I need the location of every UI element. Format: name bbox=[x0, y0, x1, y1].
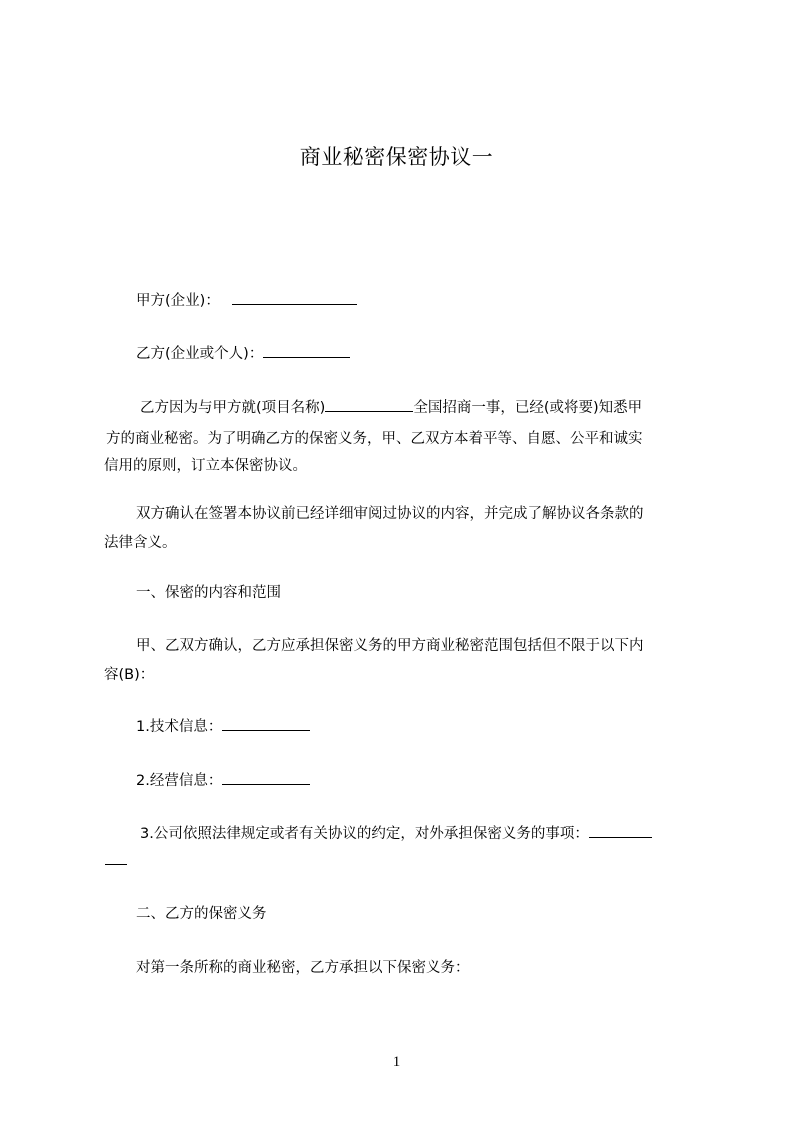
section-1-heading: 一、保密的内容和范围 bbox=[136, 585, 281, 601]
intro-line-1 bbox=[140, 393, 740, 424]
document-title: 商业秘密保密协议一 bbox=[299, 145, 494, 169]
confirm-line-2: 法律含义。 bbox=[104, 535, 177, 551]
business-info-blank bbox=[222, 768, 310, 785]
section-2-line-1: 对第一条所称的商业秘密，乙方承担以下保密义务： bbox=[136, 960, 470, 976]
intro-line-3: 信用的原则，订立本保密协议。 bbox=[104, 458, 307, 474]
item-external-obligations bbox=[140, 819, 740, 850]
item-business-info-label: 2.经营信息： bbox=[136, 773, 223, 789]
party-a-line bbox=[136, 286, 736, 317]
party-b-label: 乙方(企业或个人)： bbox=[136, 346, 264, 362]
confirm-line-1: 双方确认在签署本协议前已经详细审阅过协议的内容，并完成了解协议各条款的 bbox=[136, 506, 644, 522]
page-number: 1 bbox=[392, 1054, 401, 1070]
item-business-info bbox=[136, 766, 736, 797]
party-a-label: 甲方(企业)： bbox=[136, 293, 220, 309]
section-1-line-1: 甲、乙双方确认，乙方应承担保密义务的甲方商业秘密范围包括但不限于以下内 bbox=[136, 638, 644, 654]
item-technical-info-label: 1.技术信息： bbox=[136, 719, 223, 735]
technical-info-blank bbox=[222, 714, 310, 731]
party-a-blank bbox=[232, 288, 357, 305]
intro-line-1-pre: 乙方因为与甲方就(项目名称) bbox=[140, 400, 326, 416]
section-2-heading: 二、乙方的保密义务 bbox=[136, 906, 267, 922]
external-obligations-blank bbox=[589, 821, 652, 838]
item-external-obligations-label: 3.公司依照法律规定或者有关协议的约定，对外承担保密义务的事项： bbox=[140, 826, 589, 842]
intro-line-1-post: 全国招商一事，已经(或将要)知悉甲 bbox=[413, 400, 643, 416]
party-b-line bbox=[136, 339, 736, 370]
project-name-blank bbox=[325, 395, 413, 412]
intro-line-2: 方的商业秘密。为了明确乙方的保密义务，甲、乙双方本着平等、自愿、公平和诚实 bbox=[106, 431, 643, 447]
section-1-line-2: 容(B)： bbox=[104, 667, 155, 683]
external-obligations-blank-continued bbox=[105, 848, 127, 865]
party-b-blank bbox=[263, 341, 350, 358]
item-technical-info bbox=[136, 712, 736, 743]
